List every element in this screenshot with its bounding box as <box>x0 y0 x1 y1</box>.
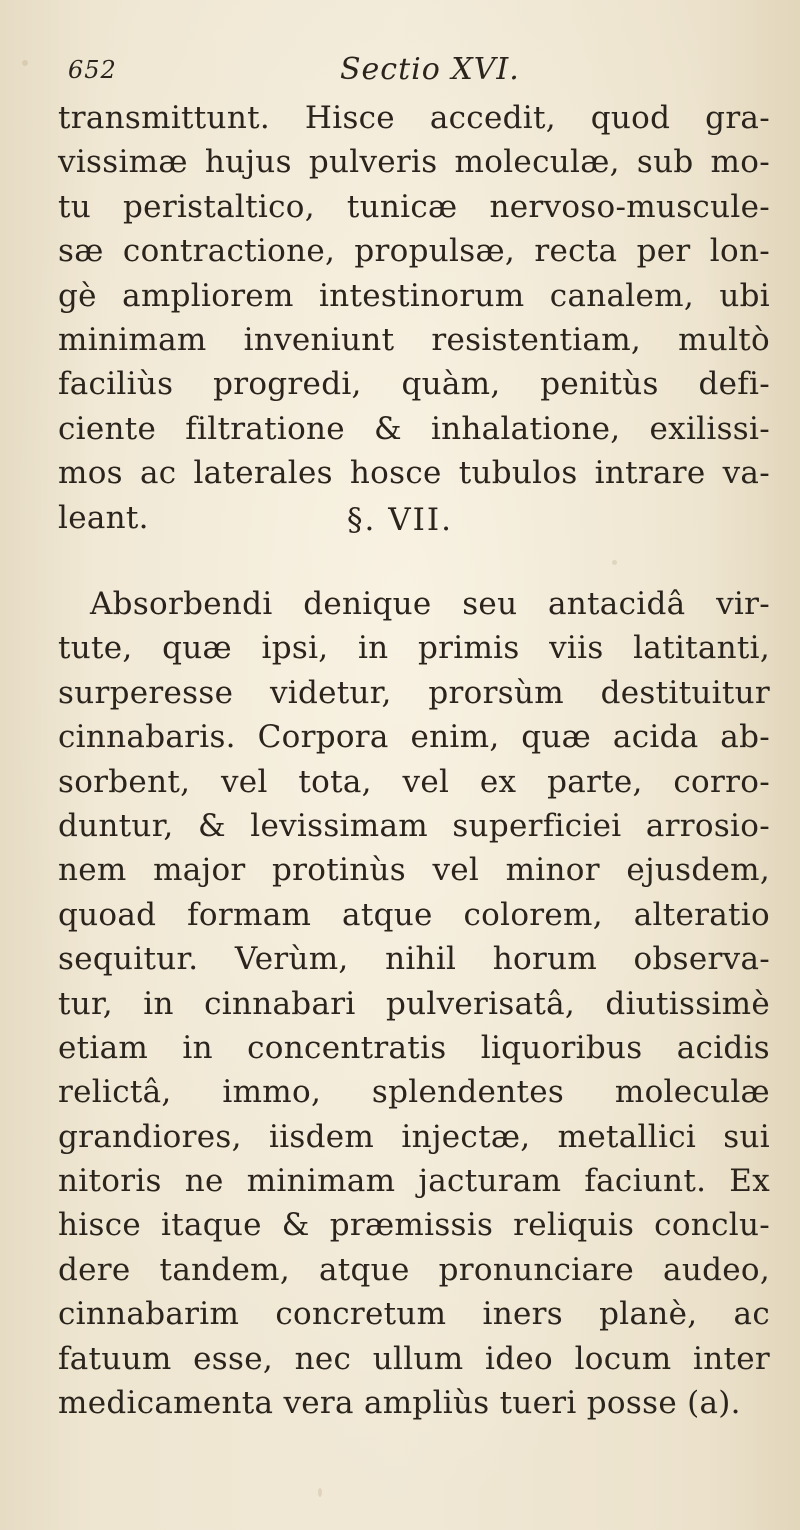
text-line: dere tandem, atque pronunciare audeo, <box>58 1251 770 1288</box>
text-line: fatuum esse, nec ullum ideo locum inter <box>58 1340 770 1377</box>
page-number: 652 <box>68 56 117 84</box>
paragraph-1 <box>58 96 770 540</box>
text-line: sæ contractione, propulsæ, recta per lon- <box>58 233 770 270</box>
text-line: sorbent, vel tota, vel ex parte, corro- <box>58 763 770 800</box>
text-line: cinnabarim concretum iners planè, ac <box>58 1296 770 1333</box>
text-line: etiam in concentratis liquoribus acidis <box>58 1029 770 1066</box>
paragraph-2 <box>58 582 770 1425</box>
foxing-spot <box>22 60 28 66</box>
foxing-spot <box>318 1488 322 1497</box>
text-line: nitoris ne minimam jacturam faciunt. Ex <box>58 1163 770 1200</box>
text-line: hisce itaque & præmissis reliquis conclu- <box>58 1207 770 1244</box>
text-line: surperesse videtur, prorsùm destituitur <box>58 674 770 711</box>
foxing-spot <box>612 560 617 565</box>
text-line: gè ampliorem intestinorum canalem, ubi <box>58 277 770 314</box>
text-line: tu peristaltico, tunicæ nervoso-muscule- <box>58 188 770 225</box>
page-header <box>68 50 668 94</box>
text-line: ciente filtratione & inhalatione, exilissi- <box>58 410 770 447</box>
text-line: faciliùs progredi, quàm, penitùs defi- <box>58 366 770 403</box>
text-line: nem major protinùs vel minor ejusdem, <box>58 852 770 889</box>
text-line: medicamenta vera ampliùs tueri posse (a). <box>58 1385 741 1422</box>
section-title: Sectio XVI. <box>340 52 520 87</box>
text-line: minimam inveniunt resistentiam, multò <box>58 321 770 358</box>
text-line: tur, in cinnabari pulverisatâ, diutissimè <box>58 985 770 1022</box>
text-line: leant. <box>58 499 149 536</box>
text-line: Absorbendi denique seu antacidâ vir- <box>90 586 770 622</box>
text-line: transmittunt. Hisce accedit, quod gra- <box>58 100 770 136</box>
text-line: tute, quæ ipsi, in primis viis latitanti, <box>58 630 770 667</box>
text-line: quoad formam atque colorem, alteratio <box>58 896 770 933</box>
text-line: grandiores, iisdem injectæ, metallici sui <box>58 1118 770 1155</box>
section-heading: §. VII. <box>347 502 453 538</box>
text-line: cinnabaris. Corpora enim, quæ acida ab- <box>58 719 770 756</box>
text-line: relictâ, immo, splendentes moleculæ <box>58 1074 770 1111</box>
text-line: duntur, & levissimam superficiei arrosio- <box>58 807 770 844</box>
text-line: sequitur. Verùm, nihil horum observa- <box>58 941 770 978</box>
text-line: vissimæ hujus pulveris moleculæ, sub mo- <box>58 144 770 181</box>
text-line: mos ac laterales hosce tubulos intrare va- <box>58 455 770 492</box>
